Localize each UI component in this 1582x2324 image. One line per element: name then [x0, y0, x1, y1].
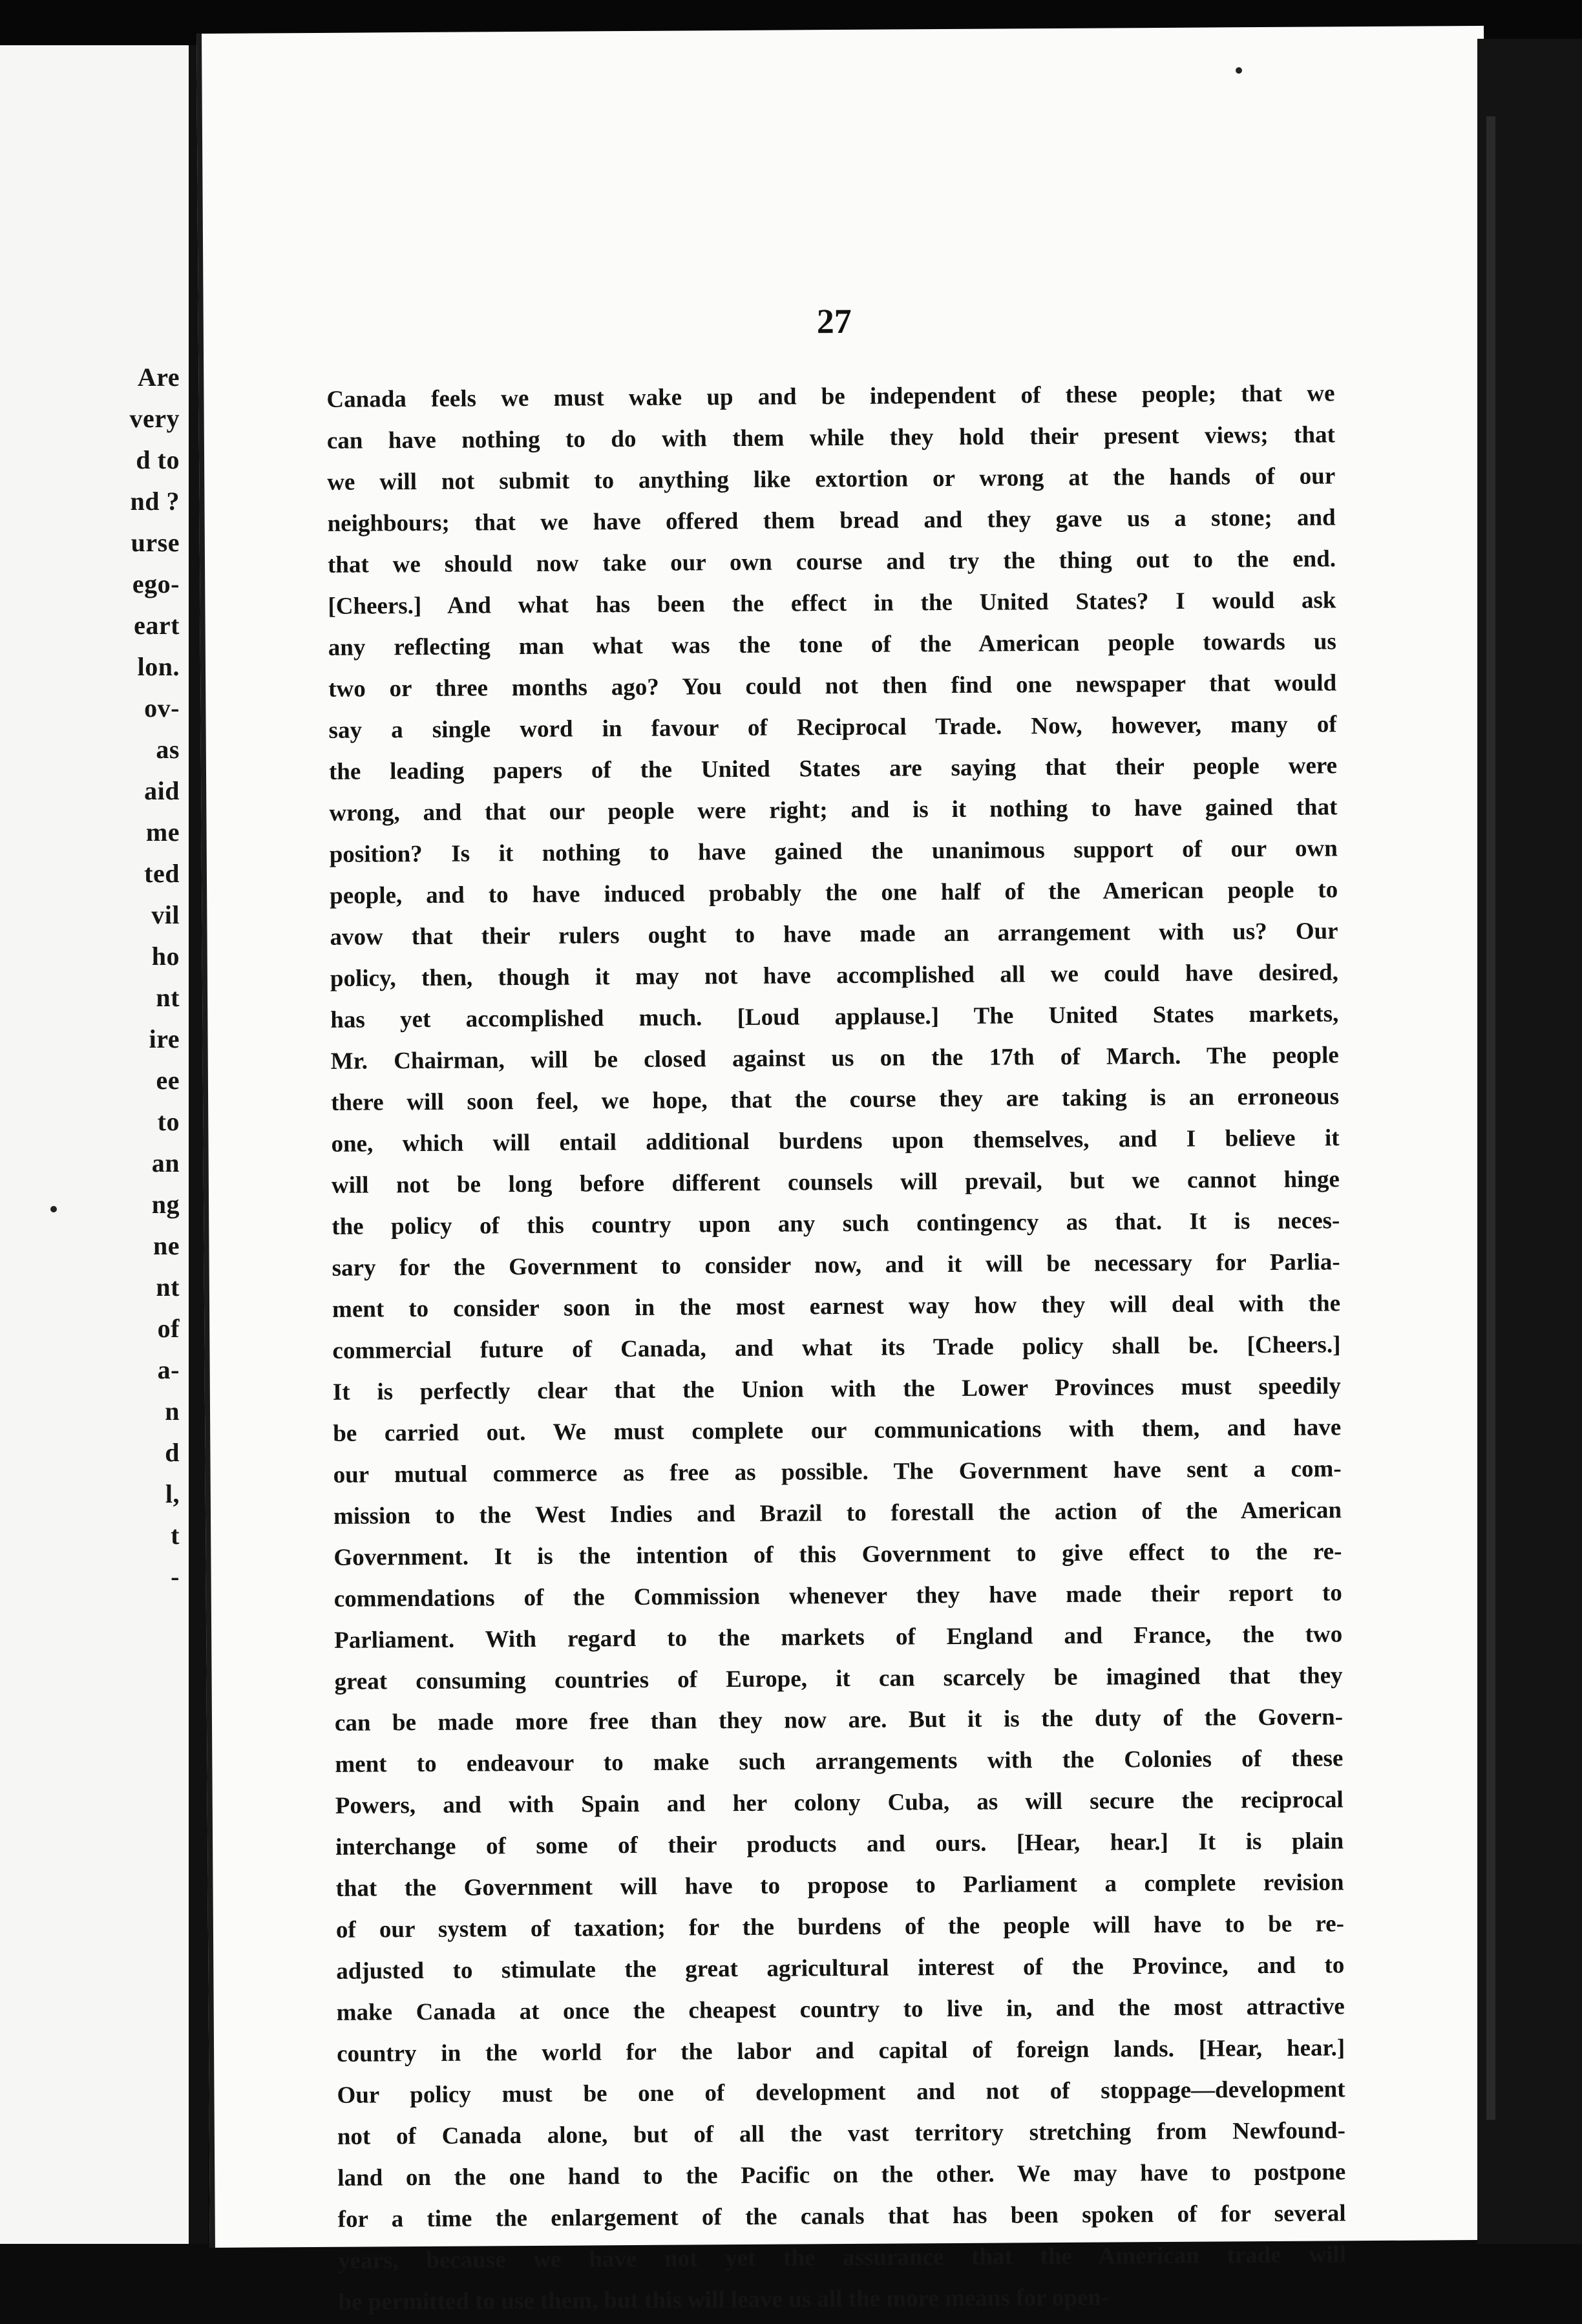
facing-page-fragment: ho: [151, 942, 180, 971]
text-line: great consuming countries of Europe, it can scarcely be imagined that they: [334, 1662, 1343, 1695]
right-edge-stripe: [1486, 116, 1495, 2120]
text-line: say a single word in favour of Reciprocal Trade. Now, however, many of: [328, 711, 1337, 744]
facing-page-fragment: ne: [153, 1231, 180, 1260]
text-line: commendations of the Commission whenever they have made their report to: [333, 1579, 1342, 1612]
page-body-text: [326, 373, 1346, 2323]
facing-page-fragment: nd ?: [130, 487, 180, 516]
facing-page-fragment: ov-: [144, 693, 180, 723]
text-line: for a time the enlargement of the canals that has been spoken of for several: [337, 2200, 1346, 2233]
facing-page-fragment: a-: [157, 1355, 180, 1384]
text-line: wrong, and that our people were right; and is it nothing to have gained that: [329, 794, 1338, 827]
speck-mark: [1236, 67, 1242, 74]
text-line: mission to the West Indies and Brazil to forestall the action of the American: [333, 1497, 1342, 1530]
facing-page-fragment: an: [151, 1148, 180, 1178]
facing-page-fragment: ted: [144, 859, 180, 888]
text-line: the leading papers of the United States are saying that their people were: [328, 752, 1338, 785]
text-line: sary for the Government to consider now, and it will be necessary for Parlia-: [332, 1249, 1340, 1282]
text-line: Government. It is the intention of this Government to give effect to the re-: [333, 1538, 1342, 1571]
text-line: any reflecting man what was the tone of the American people towards us: [328, 628, 1336, 661]
facing-page-fragment: lon.: [137, 652, 180, 681]
text-line: of our system of taxation; for the burdens of the people will have to be re-: [335, 1910, 1345, 1943]
text-line: ment to endeavour to make such arrangements with the Colonies of these: [335, 1745, 1344, 1778]
text-line: has yet accomplished much. [Loud applause.] The United States markets,: [330, 1000, 1339, 1033]
text-line: Canada feels we must wake up and be independent of these people; that we: [326, 380, 1335, 413]
facing-page-left: [0, 45, 193, 2244]
facing-page-fragment: Are: [137, 363, 180, 392]
text-line: make Canada at once the cheapest country to live in, and the most attractive: [336, 1993, 1345, 2026]
text-line: country in the world for the labor and capital of foreign lands. [Hear, hear.]: [336, 2034, 1345, 2067]
facing-page-text-fragments: [0, 45, 189, 2244]
text-line: Our policy must be one of development and not of stoppage—development: [337, 2076, 1345, 2109]
text-line: be permitted to use them, but this will leave us all the more means for open-: [338, 2284, 1110, 2316]
text-line: there will soon feel, we hope, that the course they are taking is an erroneous: [331, 1083, 1340, 1116]
facing-page-fragment: ng: [151, 1190, 180, 1219]
text-line: land on the one hand to the Pacific on the other. We may have to postpone: [337, 2159, 1346, 2192]
facing-page-fragment: very: [129, 404, 180, 433]
text-line: avow that their rulers ought to have made an arrangement with us? Our: [330, 918, 1338, 951]
facing-page-fragment: eart: [134, 611, 180, 640]
text-line: can have nothing to do with them while they hold their present views; that: [326, 421, 1335, 454]
facing-page-fragment: as: [156, 735, 180, 764]
facing-page-fragment: ee: [156, 1066, 180, 1095]
facing-page-fragment: of: [157, 1314, 180, 1343]
text-line: two or three months ago? You could not then find one newspaper that would: [328, 670, 1337, 702]
facing-page-fragment: to: [157, 1107, 180, 1136]
text-line: that we should now take our own course and try the thing out to the end.: [327, 545, 1336, 578]
facing-page-fragment: n: [165, 1397, 180, 1426]
text-line: position? Is it nothing to have gained the unanimous support of our own: [329, 835, 1338, 868]
text-line: policy, then, though it may not have accomplished all we could have desired,: [330, 959, 1339, 992]
text-line: people, and to have induced probably the one half of the American people to: [330, 876, 1338, 909]
facing-page-fragment: l,: [165, 1479, 180, 1508]
facing-page-fragment: aid: [144, 776, 180, 805]
facing-page-fragment: me: [145, 818, 180, 847]
document-page: [196, 26, 1497, 2316]
facing-page-fragment: urse: [131, 528, 180, 557]
facing-page-fragment: -: [171, 1562, 180, 1591]
text-line: our mutual commerce as free as possible. The Government have sent a com-: [333, 1455, 1342, 1488]
text-line: can be made more free than they now are. But it is the duty of the Govern-: [334, 1704, 1344, 1737]
text-line: neighbours; that we have offered them bread and they gave us a stone; and: [327, 504, 1336, 537]
facing-page-fragment: d to: [136, 445, 180, 474]
facing-page-fragment: t: [171, 1521, 180, 1550]
text-line: commercial future of Canada, and what its Trade policy shall be. [Cheers.]: [332, 1331, 1341, 1364]
page-number: 27: [816, 301, 852, 341]
text-line: be carried out. We must complete our communications with them, and have: [333, 1414, 1342, 1447]
text-line: we will not submit to anything like extortion or wrong at the hands of our: [327, 463, 1336, 496]
speck-mark: [50, 1206, 57, 1212]
text-line: interchange of some of their products and ours. [Hear, hear.] It is plain: [335, 1828, 1344, 1861]
text-line: will not be long before different counsels will prevail, but we cannot hinge: [331, 1166, 1340, 1199]
facing-page-fragment: d: [165, 1438, 180, 1467]
text-line: the policy of this country upon any such contingency as that. It is neces-: [332, 1207, 1340, 1240]
facing-page-fragment: nt: [156, 983, 180, 1012]
facing-page-fragment: ire: [149, 1024, 180, 1053]
facing-page-fragment: vil: [151, 900, 180, 929]
facing-page-fragment: nt: [156, 1273, 180, 1302]
text-line: not of Canada alone, but of all the vast territory stretching from Newfound-: [337, 2117, 1345, 2150]
text-line: years, because we have not yet the assurance that the American trade will: [337, 2241, 1347, 2274]
text-line: [Cheers.] And what has been the effect in the United States? I would ask: [328, 587, 1336, 620]
text-line: adjusted to stimulate the great agricultural interest of the Province, and to: [336, 1952, 1345, 1985]
facing-page-fragment: ego-: [132, 569, 180, 598]
text-line: It is perfectly clear that the Union with the Lower Provinces must speedily: [332, 1373, 1341, 1406]
text-line: Parliament. With regard to the markets of England and France, the two: [334, 1621, 1343, 1654]
text-line: that the Government will have to propose to Parliament a complete revision: [335, 1869, 1344, 1902]
text-line: Mr. Chairman, will be closed against us on the 17th of March. The people: [330, 1042, 1339, 1075]
text-line: Powers, and with Spain and her colony Cuba, as will secure the reciprocal: [335, 1786, 1344, 1819]
text-line: one, which will entail additional burdens upon themselves, and I believe it: [331, 1125, 1340, 1157]
text-line: ment to consider soon in the most earnest way how they will deal with the: [332, 1290, 1341, 1323]
